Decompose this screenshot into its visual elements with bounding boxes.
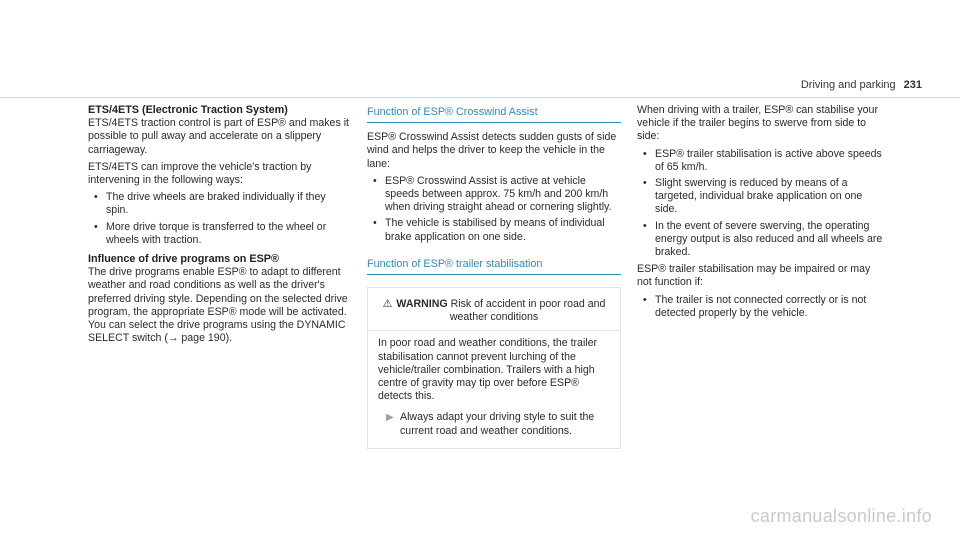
influence-heading: Influence of drive programs on ESP® — [88, 253, 279, 266]
trailer-heading: Function of ESP® trailer stabilisation — [367, 258, 621, 275]
trailer-list — [637, 148, 887, 260]
bullet-icon: • — [643, 219, 647, 232]
bullet-icon: • — [373, 217, 377, 230]
bullet-icon: • — [643, 177, 647, 190]
list-item — [367, 217, 621, 243]
list-item — [637, 220, 887, 260]
bullet-icon: • — [373, 174, 377, 187]
column-right — [637, 104, 887, 324]
play-arrow-icon: ▶ — [386, 412, 394, 424]
list-item-text: More drive torque is transferred to the wheel or wheels with traction. — [106, 220, 327, 246]
warning-box — [367, 287, 621, 449]
list-item — [637, 148, 887, 174]
bullet-icon: • — [94, 220, 98, 233]
ets-heading: ETS/4ETS (Electronic Traction System) — [88, 104, 288, 116]
action-text: Always adapt your driving style to suit the current road and weather conditions. — [400, 411, 595, 437]
header-rule — [0, 97, 960, 98]
list-item — [637, 294, 887, 320]
ets-ways: ETS/4ETS can improve the vehicle's traction by intervening in the following ways: — [88, 160, 312, 187]
list-item-text: The trailer is not connected correctly or is not detected properly by the vehicle. — [655, 293, 867, 319]
warning-header — [368, 288, 620, 331]
warning-label: WARNING — [396, 298, 448, 311]
page-header — [801, 79, 922, 91]
crosswind-intro: ESP® Crosswind Assist detects sudden gusts of side wind and helps the driver to keep the vehicle in the lane: — [367, 131, 617, 170]
page-number: 231 — [903, 79, 922, 91]
crosswind-heading: Function of ESP® Crosswind Assist — [367, 106, 621, 123]
warning-heading: Risk of accident in poor road and weather conditions — [449, 298, 606, 324]
ets-intro: ETS/4ETS traction control is part of ESP® and makes it possible to pull away and accelerate on a slippery carriageway. — [88, 117, 349, 156]
list-item-text: Slight swerving is reduced by means of a targeted, individual brake application on one side. — [655, 177, 863, 216]
warning-triangle-icon: ⚠ — [382, 298, 393, 311]
column-middle — [367, 104, 621, 449]
list-item-text: The vehicle is stabilised by means of individual brake application on one side. — [385, 217, 605, 243]
ets-list — [88, 191, 350, 247]
list-item-text: ESP® Crosswind Assist is active at vehicle speeds between approx. 75 km/h and 200 km/h when driving straight ahead or cornering slightly. — [385, 174, 612, 214]
watermark: carmanualsonline.info — [750, 506, 932, 526]
action-step — [378, 411, 610, 437]
bullet-icon: • — [94, 191, 98, 204]
section-title: Driving and parking — [800, 79, 896, 91]
list-item-text: ESP® trailer stabilisation is active above speeds of 65 km/h. — [655, 147, 882, 173]
column-left — [88, 104, 350, 349]
warning-body — [368, 331, 620, 447]
list-item — [637, 177, 887, 217]
bullet-icon: • — [643, 293, 647, 306]
influence-text: The drive programs enable ESP® to adapt to different weather and road conditions as well as the driver's preferred driving style. Depending on the selected drive program, the appropriate ESP® mode will be activated. You can select the drive programs using the DYNAMIC SELECT switch (→ page 190). — [88, 266, 348, 345]
list-item — [367, 175, 621, 215]
bullet-icon: • — [643, 147, 647, 160]
trailer-intro: When driving with a trailer, ESP® can stabilise your vehicle if the trailer begins to swerve from side to side: — [637, 104, 878, 143]
list-item — [88, 221, 350, 247]
impaired-text: ESP® trailer stabilisation may be impaired or may not function if: — [637, 263, 871, 289]
list-item-text: The drive wheels are braked individually if they spin. — [106, 191, 326, 217]
warning-text: In poor road and weather conditions, the trailer stabilisation cannot prevent lurching of the vehicle/trailer combination. Trailers with a high centre of gravity may tip over before ESP® detects this. — [378, 337, 598, 403]
crosswind-list — [367, 175, 621, 244]
list-item-text: In the event of severe swerving, the operating energy output is also reduced and all wheels are braked. — [655, 219, 883, 259]
impaired-list — [637, 294, 887, 320]
list-item — [88, 191, 350, 217]
